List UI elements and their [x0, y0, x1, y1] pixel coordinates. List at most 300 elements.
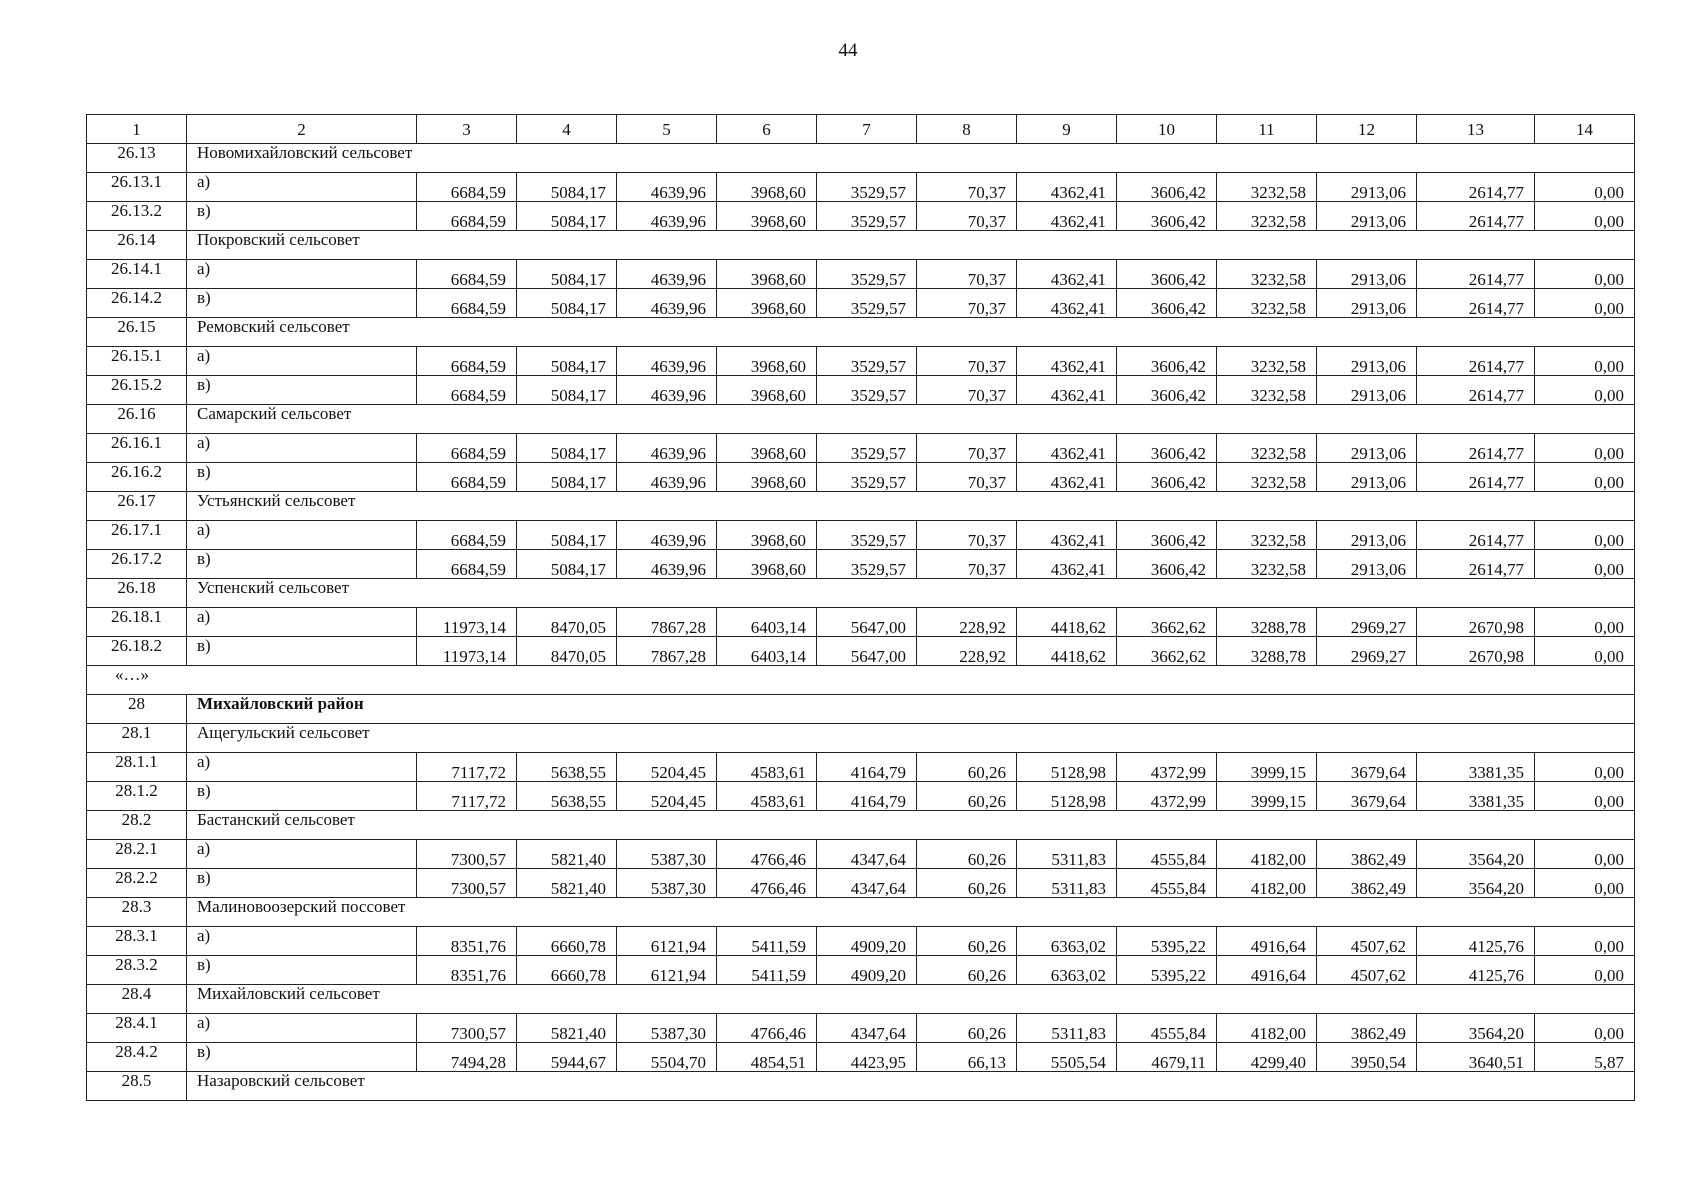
table-cell: 70,37 [917, 521, 1017, 550]
table-cell: 60,26 [917, 956, 1017, 985]
table-cell: 4639,96 [617, 434, 717, 463]
table-row [87, 376, 1635, 405]
table-cell: 2614,77 [1417, 434, 1535, 463]
table-cell: 4909,20 [817, 927, 917, 956]
table-cell: 70,37 [917, 173, 1017, 202]
table-cell: 5084,17 [517, 521, 617, 550]
column-header: 13 [1417, 115, 1535, 144]
row-number: 28.3.1 [87, 927, 187, 956]
table-cell: 5944,67 [517, 1043, 617, 1072]
table-cell: 4164,79 [817, 753, 917, 782]
section-name: Покровский сельсовет [187, 231, 1635, 260]
table-cell: 5411,59 [717, 956, 817, 985]
table-cell: 6684,59 [417, 202, 517, 231]
table-cell: 70,37 [917, 550, 1017, 579]
row-label: а) [187, 927, 417, 956]
table-cell: 5204,45 [617, 782, 717, 811]
row-number: 26.16.2 [87, 463, 187, 492]
table-cell: 6363,02 [1017, 956, 1117, 985]
row-number: 28.3.2 [87, 956, 187, 985]
table-body [87, 144, 1635, 1101]
table-cell: 60,26 [917, 1014, 1017, 1043]
table-cell: 4362,41 [1017, 260, 1117, 289]
table-cell: 5647,00 [817, 637, 917, 666]
table-cell: 3529,57 [817, 202, 917, 231]
table-cell: 4916,64 [1217, 956, 1317, 985]
table-cell: 6684,59 [417, 289, 517, 318]
table-cell: 3232,58 [1217, 260, 1317, 289]
section-name: Назаровский сельсовет [187, 1072, 1635, 1101]
section-name: Ащегульский сельсовет [187, 724, 1635, 753]
row-label: в) [187, 1043, 417, 1072]
table-cell: 4679,11 [1117, 1043, 1217, 1072]
table-row [87, 202, 1635, 231]
table-cell: 2913,06 [1317, 289, 1417, 318]
row-label: в) [187, 376, 417, 405]
table-cell: 0,00 [1535, 434, 1635, 463]
row-label: а) [187, 260, 417, 289]
table-row [87, 521, 1635, 550]
row-number: 28.1.2 [87, 782, 187, 811]
row-number: 26.15.2 [87, 376, 187, 405]
table-cell: 3640,51 [1417, 1043, 1535, 1072]
table-cell: 0,00 [1535, 202, 1635, 231]
tariff-table [86, 114, 1635, 1101]
column-header: 6 [717, 115, 817, 144]
table-cell: 3564,20 [1417, 869, 1535, 898]
table-row [87, 637, 1635, 666]
table-cell: 4639,96 [617, 289, 717, 318]
column-header: 12 [1317, 115, 1417, 144]
table-cell: 6660,78 [517, 956, 617, 985]
table-cell: 6121,94 [617, 927, 717, 956]
table-cell: 5387,30 [617, 1014, 717, 1043]
table-cell: 0,00 [1535, 782, 1635, 811]
table-cell: 4766,46 [717, 869, 817, 898]
table-cell: 2969,27 [1317, 608, 1417, 637]
table-cell: 11973,14 [417, 637, 517, 666]
table-cell: 3529,57 [817, 347, 917, 376]
table-row [87, 289, 1635, 318]
table-cell: 5311,83 [1017, 840, 1117, 869]
table-cell: 4362,41 [1017, 289, 1117, 318]
table-cell: 4362,41 [1017, 521, 1117, 550]
table-cell: 4555,84 [1117, 840, 1217, 869]
table-cell: 4766,46 [717, 1014, 817, 1043]
table-cell: 3862,49 [1317, 840, 1417, 869]
section-row [87, 144, 1635, 173]
table-cell: 3968,60 [717, 173, 817, 202]
row-label: в) [187, 782, 417, 811]
table-cell: 6684,59 [417, 521, 517, 550]
table-cell: 5638,55 [517, 782, 617, 811]
table-cell: 2913,06 [1317, 260, 1417, 289]
table-cell: 4347,64 [817, 869, 917, 898]
table-cell: 0,00 [1535, 927, 1635, 956]
table-cell: 4164,79 [817, 782, 917, 811]
row-label: в) [187, 637, 417, 666]
table-cell: 4639,96 [617, 521, 717, 550]
column-header: 4 [517, 115, 617, 144]
table-cell: 5128,98 [1017, 753, 1117, 782]
table-cell: 3968,60 [717, 434, 817, 463]
table-cell: 0,00 [1535, 376, 1635, 405]
table-cell: 3606,42 [1117, 347, 1217, 376]
table-cell: 3968,60 [717, 347, 817, 376]
section-row [87, 898, 1635, 927]
table-cell: 5084,17 [517, 463, 617, 492]
table-cell: 5821,40 [517, 1014, 617, 1043]
table-cell: 3679,64 [1317, 753, 1417, 782]
table-cell: 3862,49 [1317, 869, 1417, 898]
table-cell: 3968,60 [717, 550, 817, 579]
section-name: Самарский сельсовет [187, 405, 1635, 434]
table-cell: 3968,60 [717, 376, 817, 405]
column-header-row [87, 115, 1635, 144]
table-cell: 0,00 [1535, 289, 1635, 318]
table-cell: 5311,83 [1017, 869, 1117, 898]
table-cell: 5387,30 [617, 869, 717, 898]
table-cell: 4418,62 [1017, 637, 1117, 666]
row-number: 26.17.2 [87, 550, 187, 579]
column-header: 11 [1217, 115, 1317, 144]
table-cell: 3288,78 [1217, 608, 1317, 637]
table-cell: 5084,17 [517, 202, 617, 231]
table-cell: 4362,41 [1017, 550, 1117, 579]
table-cell: 3232,58 [1217, 347, 1317, 376]
table-cell: 5084,17 [517, 173, 617, 202]
table-cell: 4362,41 [1017, 376, 1117, 405]
table-cell: 4507,62 [1317, 956, 1417, 985]
table-cell: 6121,94 [617, 956, 717, 985]
table-cell: 3232,58 [1217, 521, 1317, 550]
row-label: в) [187, 869, 417, 898]
table-cell: 4639,96 [617, 376, 717, 405]
table-cell: 4555,84 [1117, 869, 1217, 898]
table-cell: 2614,77 [1417, 260, 1535, 289]
table-cell: 4182,00 [1217, 869, 1317, 898]
table-cell: 70,37 [917, 347, 1017, 376]
table-cell: 0,00 [1535, 869, 1635, 898]
section-row [87, 1072, 1635, 1101]
table-cell: 4182,00 [1217, 1014, 1317, 1043]
table-row [87, 347, 1635, 376]
table-cell: 3606,42 [1117, 376, 1217, 405]
table-cell: 66,13 [917, 1043, 1017, 1072]
table-cell: 2913,06 [1317, 347, 1417, 376]
table-cell: 3679,64 [1317, 782, 1417, 811]
table-cell: 5638,55 [517, 753, 617, 782]
table-cell: 0,00 [1535, 637, 1635, 666]
section-name: Устьянский сельсовет [187, 492, 1635, 521]
section-row [87, 231, 1635, 260]
table-cell: 4418,62 [1017, 608, 1117, 637]
table-cell: 3606,42 [1117, 463, 1217, 492]
table-cell: 2614,77 [1417, 289, 1535, 318]
table-cell: 3529,57 [817, 260, 917, 289]
table-cell: 4583,61 [717, 782, 817, 811]
table-cell: 4766,46 [717, 840, 817, 869]
table-cell: 3999,15 [1217, 782, 1317, 811]
row-number: 26.13 [87, 144, 187, 173]
table-cell: 3606,42 [1117, 550, 1217, 579]
row-number: 28.4.1 [87, 1014, 187, 1043]
table-row [87, 1043, 1635, 1072]
table-cell: 2614,77 [1417, 202, 1535, 231]
table-cell: 5387,30 [617, 840, 717, 869]
table-cell: 6684,59 [417, 260, 517, 289]
table-cell: 5505,54 [1017, 1043, 1117, 1072]
section-row [87, 695, 1635, 724]
column-header: 14 [1535, 115, 1635, 144]
table-cell: 4639,96 [617, 173, 717, 202]
table-cell: 2614,77 [1417, 376, 1535, 405]
table-cell: 2913,06 [1317, 173, 1417, 202]
table-cell: 4362,41 [1017, 463, 1117, 492]
table-cell: 6684,59 [417, 376, 517, 405]
table-cell: 3968,60 [717, 463, 817, 492]
row-number: 28.2.2 [87, 869, 187, 898]
table-cell: 3950,54 [1317, 1043, 1417, 1072]
section-name: Михайловский район [187, 695, 1635, 724]
table-cell: 2913,06 [1317, 434, 1417, 463]
table-row [87, 260, 1635, 289]
table-cell: 5084,17 [517, 260, 617, 289]
table-cell: 2614,77 [1417, 173, 1535, 202]
table-row [87, 608, 1635, 637]
row-label: а) [187, 434, 417, 463]
row-label: в) [187, 956, 417, 985]
table-cell: 4347,64 [817, 840, 917, 869]
row-label: в) [187, 463, 417, 492]
table-cell: 2969,27 [1317, 637, 1417, 666]
row-label: а) [187, 608, 417, 637]
table-cell: 2614,77 [1417, 521, 1535, 550]
table-cell: 0,00 [1535, 463, 1635, 492]
table-cell: 3529,57 [817, 173, 917, 202]
section-row [87, 985, 1635, 1014]
table-row [87, 927, 1635, 956]
table-cell: 5084,17 [517, 434, 617, 463]
column-header: 5 [617, 115, 717, 144]
table-cell: 70,37 [917, 463, 1017, 492]
table-cell: 6684,59 [417, 550, 517, 579]
table-cell: 6403,14 [717, 637, 817, 666]
table-cell: 0,00 [1535, 521, 1635, 550]
table-cell: 3232,58 [1217, 434, 1317, 463]
section-name: Малиновоозерский поссовет [187, 898, 1635, 927]
row-number: 26.16.1 [87, 434, 187, 463]
table-cell: 2913,06 [1317, 463, 1417, 492]
table-row [87, 550, 1635, 579]
table-cell: 7494,28 [417, 1043, 517, 1072]
table-cell: 3232,58 [1217, 173, 1317, 202]
table-cell: 0,00 [1535, 173, 1635, 202]
table-row [87, 753, 1635, 782]
page-number: 44 [838, 40, 858, 61]
table-cell: 228,92 [917, 637, 1017, 666]
table-cell: 7867,28 [617, 608, 717, 637]
table-cell: 5204,45 [617, 753, 717, 782]
column-header: 7 [817, 115, 917, 144]
row-number: 28.4.2 [87, 1043, 187, 1072]
table-cell: 4555,84 [1117, 1014, 1217, 1043]
table-cell: 3968,60 [717, 260, 817, 289]
row-number: 26.14.1 [87, 260, 187, 289]
table-cell: 8351,76 [417, 956, 517, 985]
table-cell: 3529,57 [817, 521, 917, 550]
table-cell: 4909,20 [817, 956, 917, 985]
row-number: 26.15.1 [87, 347, 187, 376]
table-cell: 60,26 [917, 927, 1017, 956]
table-cell: 4182,00 [1217, 840, 1317, 869]
table-row [87, 840, 1635, 869]
table-cell: 4639,96 [617, 550, 717, 579]
row-number: 26.18.2 [87, 637, 187, 666]
section-name: Успенский сельсовет [187, 579, 1635, 608]
section-name: Михайловский сельсовет [187, 985, 1635, 1014]
row-number: 28.4 [87, 985, 187, 1014]
row-label: в) [187, 289, 417, 318]
table-cell: 4125,76 [1417, 927, 1535, 956]
table-cell: 6363,02 [1017, 927, 1117, 956]
row-label: а) [187, 347, 417, 376]
table-cell: 6403,14 [717, 608, 817, 637]
table-cell: 7117,72 [417, 782, 517, 811]
row-label: а) [187, 173, 417, 202]
table-cell: 0,00 [1535, 608, 1635, 637]
row-number: 28.2 [87, 811, 187, 840]
row-number: 28 [87, 695, 187, 724]
table-cell: 3606,42 [1117, 173, 1217, 202]
table-cell: 8470,05 [517, 608, 617, 637]
table-cell: 70,37 [917, 434, 1017, 463]
table-cell: 3529,57 [817, 463, 917, 492]
table-cell: 6660,78 [517, 927, 617, 956]
table-cell: 5128,98 [1017, 782, 1117, 811]
column-header: 8 [917, 115, 1017, 144]
table-cell: 6684,59 [417, 347, 517, 376]
table-row [87, 463, 1635, 492]
table-cell: 228,92 [917, 608, 1017, 637]
table-cell: 2614,77 [1417, 550, 1535, 579]
row-number: 26.14 [87, 231, 187, 260]
table-cell: 2614,77 [1417, 463, 1535, 492]
table-cell: 3662,62 [1117, 608, 1217, 637]
table-cell: 2913,06 [1317, 376, 1417, 405]
table-cell: 60,26 [917, 869, 1017, 898]
table-cell: 70,37 [917, 202, 1017, 231]
table-cell: 3564,20 [1417, 1014, 1535, 1043]
table-cell: 5084,17 [517, 376, 617, 405]
row-number: 28.5 [87, 1072, 187, 1101]
table-cell: 60,26 [917, 753, 1017, 782]
table-cell: 3232,58 [1217, 202, 1317, 231]
row-label: а) [187, 753, 417, 782]
table-cell: 5,87 [1535, 1043, 1635, 1072]
table-cell: 60,26 [917, 782, 1017, 811]
table-cell: 70,37 [917, 376, 1017, 405]
section-row [87, 405, 1635, 434]
table-cell: 7300,57 [417, 840, 517, 869]
table-cell: 3529,57 [817, 376, 917, 405]
row-number: 26.18 [87, 579, 187, 608]
table-cell: 5821,40 [517, 869, 617, 898]
table-row [87, 782, 1635, 811]
table-cell: 4583,61 [717, 753, 817, 782]
table-cell: 4854,51 [717, 1043, 817, 1072]
table-cell: 0,00 [1535, 753, 1635, 782]
table-cell: 2913,06 [1317, 202, 1417, 231]
table-cell: 5084,17 [517, 550, 617, 579]
table-cell: 3606,42 [1117, 202, 1217, 231]
table-cell: 4916,64 [1217, 927, 1317, 956]
row-label: в) [187, 202, 417, 231]
table-cell: 4372,99 [1117, 782, 1217, 811]
table-cell: 7117,72 [417, 753, 517, 782]
row-number: 28.1.1 [87, 753, 187, 782]
table-cell: 2670,98 [1417, 637, 1535, 666]
table-cell: 5084,17 [517, 347, 617, 376]
table-cell: 4362,41 [1017, 202, 1117, 231]
table-cell: 4639,96 [617, 347, 717, 376]
table-cell: 7300,57 [417, 869, 517, 898]
table-cell: 2913,06 [1317, 521, 1417, 550]
row-number: 26.16 [87, 405, 187, 434]
table-cell: 4362,41 [1017, 347, 1117, 376]
table-cell: 6684,59 [417, 173, 517, 202]
table-cell: 4423,95 [817, 1043, 917, 1072]
table-cell: 6684,59 [417, 463, 517, 492]
table-cell: 7867,28 [617, 637, 717, 666]
section-name: Новомихайловский сельсовет [187, 144, 1635, 173]
row-number: 26.13.1 [87, 173, 187, 202]
table-row [87, 869, 1635, 898]
table-cell: 3564,20 [1417, 840, 1535, 869]
section-row [87, 318, 1635, 347]
table-cell: 3232,58 [1217, 550, 1317, 579]
column-header: 9 [1017, 115, 1117, 144]
table-cell: 0,00 [1535, 956, 1635, 985]
table-cell: 0,00 [1535, 550, 1635, 579]
table-cell: 3606,42 [1117, 289, 1217, 318]
section-row [87, 724, 1635, 753]
row-number: 26.18.1 [87, 608, 187, 637]
table-cell: 3606,42 [1117, 434, 1217, 463]
table-cell: 3606,42 [1117, 521, 1217, 550]
table-cell: 3968,60 [717, 521, 817, 550]
table-cell: 4299,40 [1217, 1043, 1317, 1072]
table-cell: 70,37 [917, 260, 1017, 289]
table-cell: 4125,76 [1417, 956, 1535, 985]
table-cell: 3381,35 [1417, 753, 1535, 782]
row-label: а) [187, 521, 417, 550]
row-number: 28.2.1 [87, 840, 187, 869]
row-label: в) [187, 550, 417, 579]
table-cell: 4347,64 [817, 1014, 917, 1043]
table-cell: 4639,96 [617, 260, 717, 289]
table-cell: 8351,76 [417, 927, 517, 956]
column-header: 1 [87, 115, 187, 144]
table-row [87, 434, 1635, 463]
table-cell: 4639,96 [617, 202, 717, 231]
table-cell: 4639,96 [617, 463, 717, 492]
table-cell: 5395,22 [1117, 956, 1217, 985]
omission-row [87, 666, 1635, 695]
table-cell: 7300,57 [417, 1014, 517, 1043]
table-cell: 2670,98 [1417, 608, 1535, 637]
section-row [87, 492, 1635, 521]
